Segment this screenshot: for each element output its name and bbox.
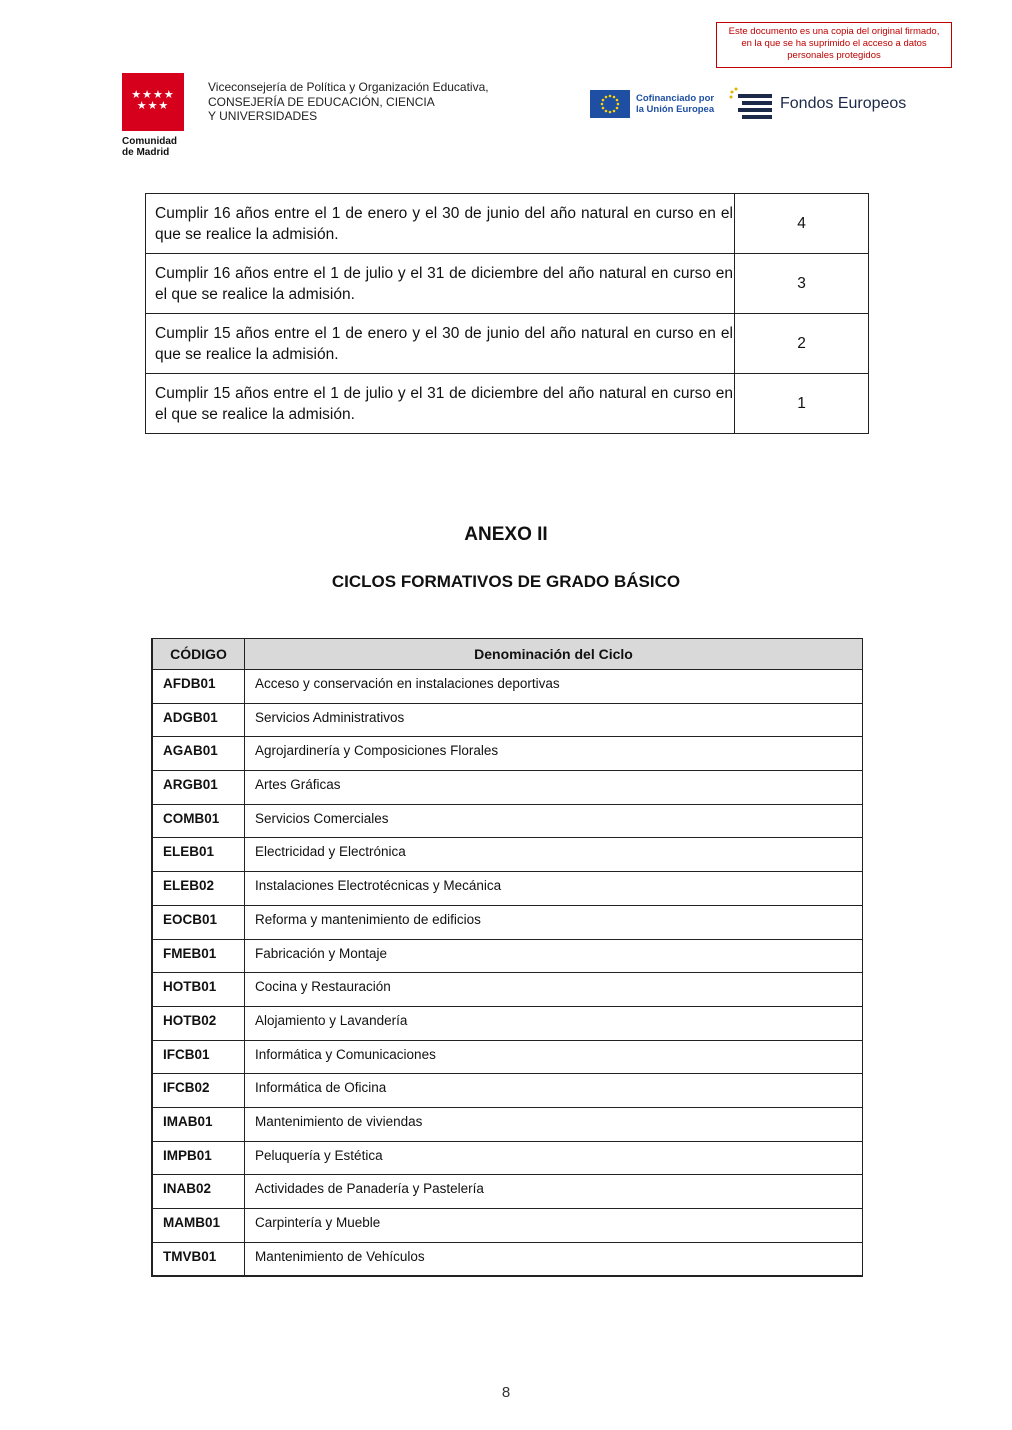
table-header-row: [152, 639, 863, 670]
cycle-code-cell: MAMB01: [152, 1209, 245, 1243]
cycle-name-cell: Agrojardinería y Composiciones Florales: [245, 737, 863, 771]
table-row: [146, 374, 869, 434]
fondos-europeos-icon: [728, 86, 774, 122]
comunidad-madrid-logo: [122, 73, 184, 158]
table-row: [152, 670, 863, 704]
table-row: [152, 838, 863, 872]
cycle-name-cell: Informática y Comunicaciones: [245, 1040, 863, 1074]
cycle-name-cell: Peluquería y Estética: [245, 1141, 863, 1175]
cycle-code-cell: IMAB01: [152, 1107, 245, 1141]
points-cell: 4: [735, 194, 869, 254]
table-row: [152, 771, 863, 805]
stamp-line: Este documento es una copia del original firmado,: [728, 26, 940, 37]
table-row: [152, 1107, 863, 1141]
ministry-line: Viceconsejería de Política y Organización Educativa,: [208, 80, 489, 94]
cycle-name-cell: Alojamiento y Lavandería: [245, 1006, 863, 1040]
cycle-code-cell: ADGB01: [152, 703, 245, 737]
table-row: [146, 314, 869, 374]
column-header-code: CÓDIGO: [152, 639, 245, 670]
stamp-line: personales protegidos: [787, 50, 881, 61]
cycles-table: [151, 638, 863, 1277]
cycle-name-cell: Reforma y mantenimiento de edificios: [245, 905, 863, 939]
cycle-code-cell: ARGB01: [152, 771, 245, 805]
table-row: [152, 1141, 863, 1175]
table-row: [152, 939, 863, 973]
cycle-name-cell: Electricidad y Electrónica: [245, 838, 863, 872]
cycle-code-cell: TMVB01: [152, 1242, 245, 1276]
table-row: [152, 703, 863, 737]
criterion-cell: Cumplir 15 años entre el 1 de enero y el 30 de junio del año natural en curso en el que se realice la admisión.: [146, 314, 735, 374]
cycle-name-cell: Carpintería y Mueble: [245, 1209, 863, 1243]
ministry-line: Y UNIVERSIDADES: [208, 109, 318, 123]
cycle-code-cell: INAB02: [152, 1175, 245, 1209]
eu-text-line: la Unión Europea: [636, 104, 715, 115]
table-row: [152, 737, 863, 771]
table-row: [152, 804, 863, 838]
table-row: [152, 872, 863, 906]
eu-text-line: Cofinanciado por: [636, 93, 715, 104]
cycle-code-cell: IMPB01: [152, 1141, 245, 1175]
table-row: [152, 1175, 863, 1209]
fondos-europeos-text: Fondos Europeos: [780, 95, 907, 112]
cycle-name-cell: Informática de Oficina: [245, 1074, 863, 1108]
table-row: [146, 254, 869, 314]
cycle-name-cell: Servicios Administrativos: [245, 703, 863, 737]
criterion-cell: Cumplir 15 años entre el 1 de julio y el 31 de diciembre del año natural en curso en el que se realice la admisión.: [146, 374, 735, 434]
criterion-cell: Cumplir 16 años entre el 1 de julio y el 31 de diciembre del año natural en curso en el que se realice la admisión.: [146, 254, 735, 314]
cycle-code-cell: IFCB02: [152, 1074, 245, 1108]
madrid-flag-icon: ★★★★ ★★★: [122, 73, 184, 131]
cycle-name-cell: Actividades de Panadería y Pastelería: [245, 1175, 863, 1209]
cycle-name-cell: Mantenimiento de Vehículos: [245, 1242, 863, 1276]
criterion-cell: Cumplir 16 años entre el 1 de enero y el 30 de junio del año natural en curso en el que se realice la admisión.: [146, 194, 735, 254]
cycle-name-cell: Servicios Comerciales: [245, 804, 863, 838]
table-row: [152, 905, 863, 939]
cycle-code-cell: HOTB02: [152, 1006, 245, 1040]
stamp-line: en la que se ha suprimido el acceso a datos: [741, 38, 927, 49]
table-row: [146, 194, 869, 254]
cycle-name-cell: Mantenimiento de viviendas: [245, 1107, 863, 1141]
table-row: [152, 1242, 863, 1276]
ministry-name: [208, 80, 489, 124]
table-row: [152, 1006, 863, 1040]
age-score-table: [145, 193, 869, 434]
table-row: [152, 1074, 863, 1108]
cycle-code-cell: AFDB01: [152, 670, 245, 704]
column-header-name: Denominación del Ciclo: [245, 639, 863, 670]
eu-flag-icon: [590, 90, 630, 118]
table-row: [152, 1209, 863, 1243]
cycle-name-cell: Cocina y Restauración: [245, 973, 863, 1007]
page-number: 8: [501, 1384, 511, 1401]
ministry-line: CONSEJERÍA DE EDUCACIÓN, CIENCIA: [208, 94, 435, 109]
points-cell: 2: [735, 314, 869, 374]
points-cell: 1: [735, 374, 869, 434]
cycle-code-cell: ELEB02: [152, 872, 245, 906]
logo-name: Comunidad de Madrid: [122, 136, 177, 158]
cycle-code-cell: ELEB01: [152, 838, 245, 872]
cycle-code-cell: HOTB01: [152, 973, 245, 1007]
table-row: [152, 973, 863, 1007]
cycle-name-cell: Fabricación y Montaje: [245, 939, 863, 973]
redaction-notice-stamp: [716, 22, 952, 68]
annex-subtitle: CICLOS FORMATIVOS DE GRADO BÁSICO: [331, 572, 681, 591]
cycle-name-cell: Acceso y conservación en instalaciones deportivas: [245, 670, 863, 704]
annex-title: ANEXO II: [464, 524, 548, 545]
cycle-code-cell: COMB01: [152, 804, 245, 838]
cycle-code-cell: FMEB01: [152, 939, 245, 973]
cycle-code-cell: IFCB01: [152, 1040, 245, 1074]
cycle-code-cell: EOCB01: [152, 905, 245, 939]
cycle-name-cell: Artes Gráficas: [245, 771, 863, 805]
cycle-code-cell: AGAB01: [152, 737, 245, 771]
cycle-name-cell: Instalaciones Electrotécnicas y Mecánica: [245, 872, 863, 906]
eu-cofunded-logo: [590, 90, 714, 118]
fondos-europeos-logo: [728, 86, 906, 122]
table-row: [152, 1040, 863, 1074]
points-cell: 3: [735, 254, 869, 314]
